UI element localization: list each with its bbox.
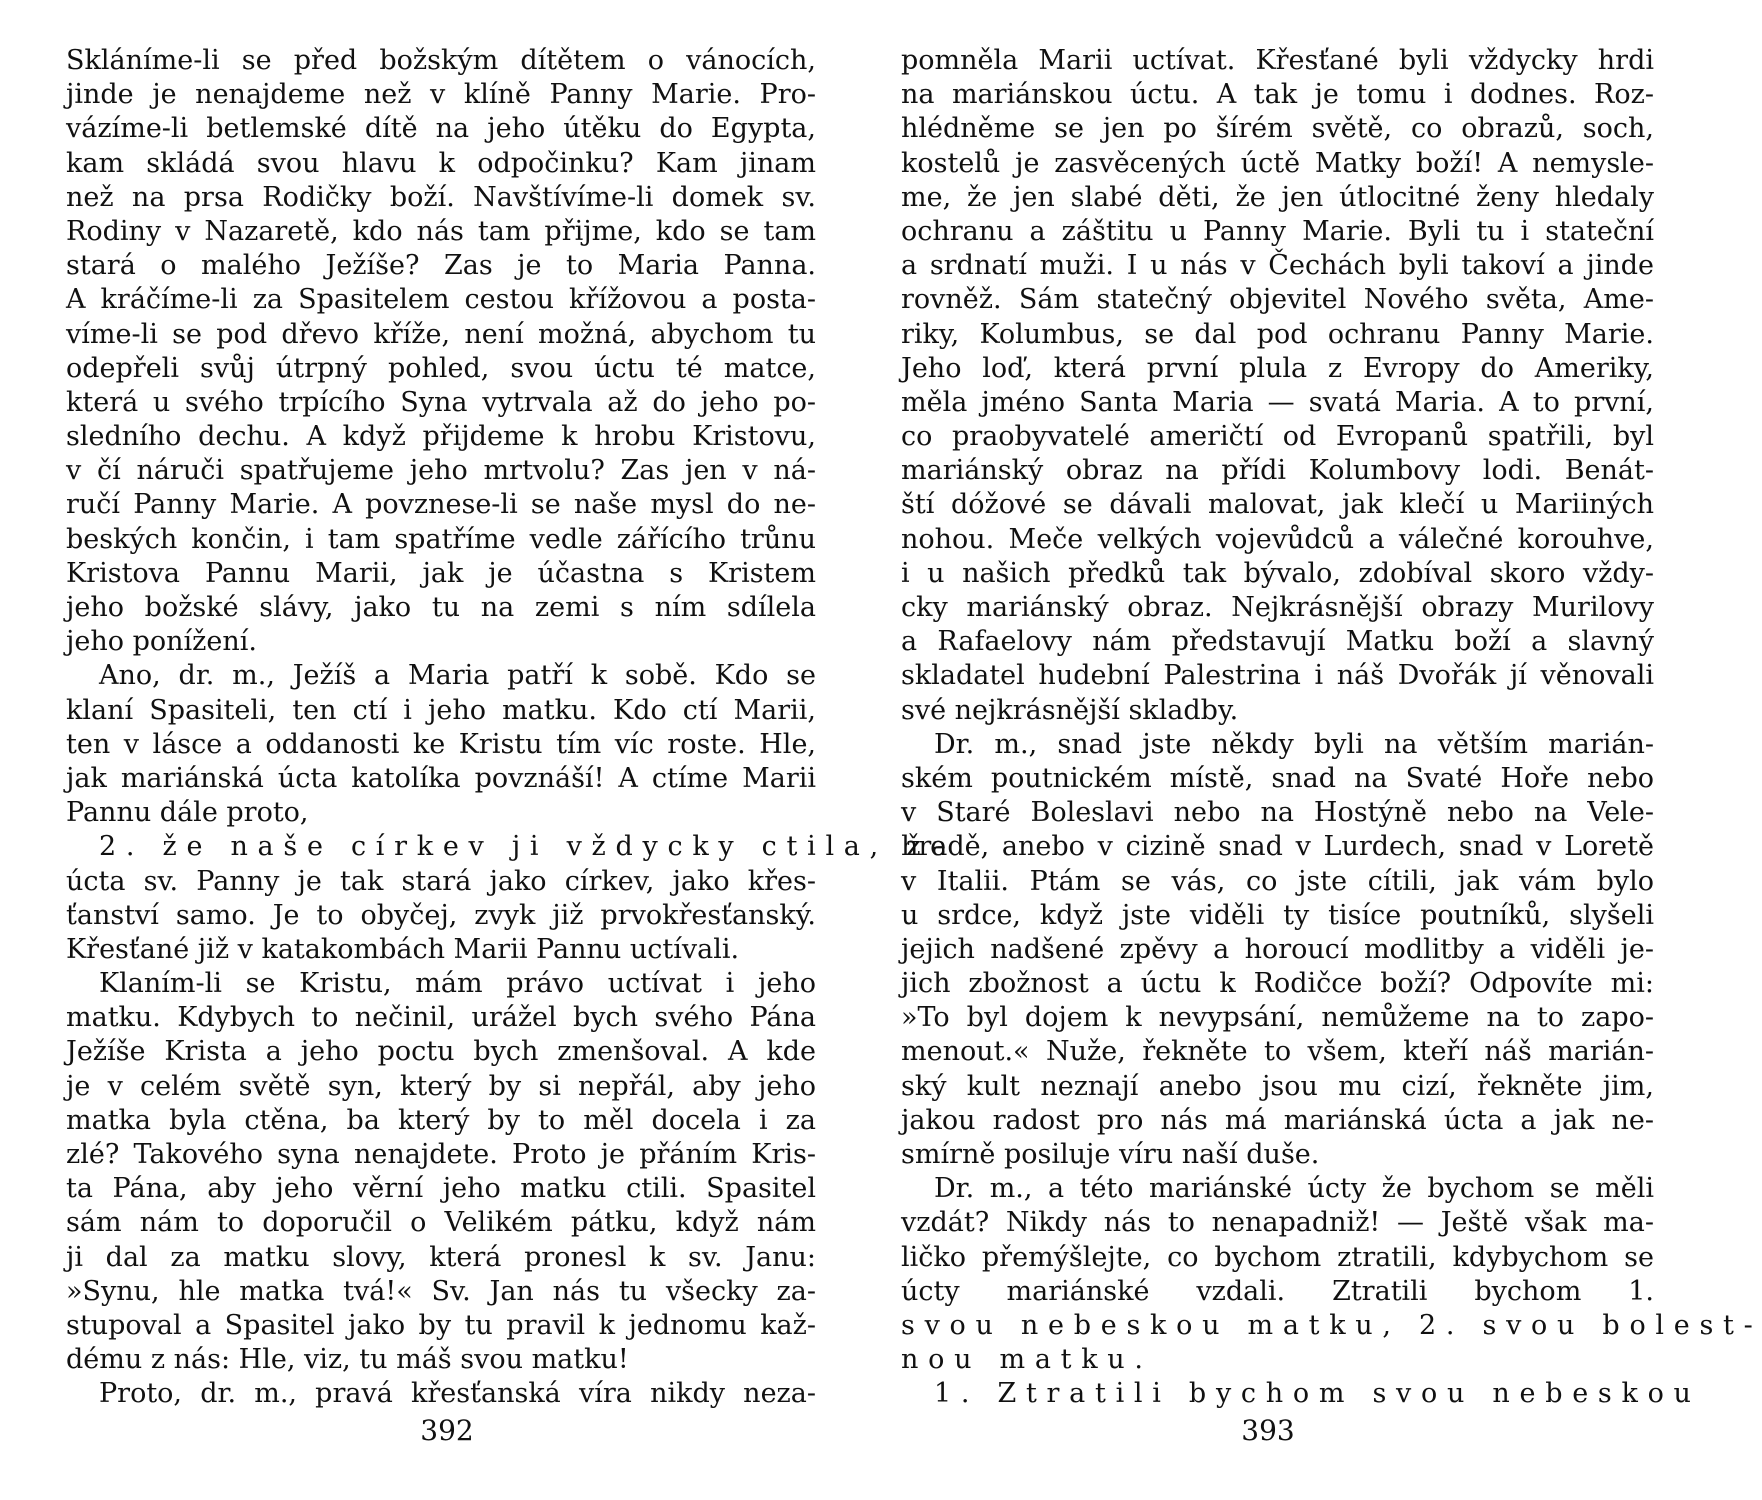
text-line: vzdát? Nikdy nás to nenapadniž! — Ještě však ma- <box>901 1207 1654 1239</box>
text-line: jakou radost pro nás má mariánská úcta a jak ne- <box>901 1104 1654 1136</box>
text-line: Skláníme-li se před božským dítětem o vánocích, <box>66 45 816 76</box>
left-page-text <box>66 44 956 1412</box>
text-line: své nejkrásnější skladby. <box>901 694 1239 726</box>
text-line: svou nebeskou matku, 2. svou bolest- <box>901 1309 1762 1341</box>
text-line: i u našich předků tak bývalo, zdobíval skoro vždy- <box>901 557 1654 589</box>
text-line: riky, Kolumbus, se dal pod ochranu Panny Marie. <box>901 318 1654 350</box>
text-line: měla jméno Santa Maria — svatá Maria. A to první, <box>901 386 1654 418</box>
text-line: úcta sv. Panny je tak stará jako církev, jako křes- <box>66 865 816 897</box>
text-line: zlé? Takového syna nenajdete. Proto je přáním Kris- <box>66 1139 816 1170</box>
text-line: cky mariánský obraz. Nejkrásnější obrazy Murilovy <box>901 592 1654 623</box>
text-line: jeho božské slávy, jako tu na zemi s ním sdílela <box>66 592 816 623</box>
text-line: ten v lásce a oddanosti ke Kristu tím víc roste. Hle, <box>66 728 816 760</box>
text-line: sám nám to doporučil o Velikém pátku, když nám <box>66 1207 816 1239</box>
text-line: vázíme-li betlemské dítě na jeho útěku do Egypta, <box>66 113 816 145</box>
text-line: dému z nás: Hle, viz, tu máš svou matku! <box>66 1344 629 1376</box>
right-page-text <box>901 44 1762 1412</box>
text-line: ťanství samo. Je to obyčej, zvyk již prvokřesťanský. <box>66 899 816 931</box>
text-line: hlédněme se jen po šírém světě, co obrazů, soch, <box>901 113 1654 145</box>
text-line: 1. Ztratili bychom svou nebeskou <box>934 1378 1701 1410</box>
text-line: co praobyvatelé američtí od Evropanů spatřili, byl <box>901 421 1654 453</box>
text-line: beských končin, i tam spatříme vedle zářícího trůnu <box>66 523 816 555</box>
text-line: ručí Panny Marie. A povznese-li se naše mysl do ne- <box>66 489 816 521</box>
page-number-right: 393 <box>1241 1414 1295 1447</box>
text-line: na mariánskou úctu. A tak je tomu i dodnes. Roz- <box>901 79 1654 111</box>
text-line: ochranu a záštitu u Panny Marie. Byli tu i stateční <box>901 215 1654 247</box>
text-line: odepřeli svůj útrpný pohled, svou úctu té matce, <box>66 352 816 384</box>
right-page <box>859 0 1762 1500</box>
text-line: Křesťané již v katakombách Marii Pannu uctívali. <box>66 933 740 965</box>
text-line: Pannu dále proto, <box>66 797 309 829</box>
text-line: »To byl dojem k nevypsání, nemůžeme na to zapo- <box>901 1002 1654 1034</box>
text-line: Dr. m., a této mariánské úcty že bychom se měli <box>934 1173 1654 1205</box>
text-line: jinde je nenajdeme než v klíně Panny Marie. Pro- <box>66 79 816 111</box>
text-line: než na prsa Rodičky boží. Navštívíme-li domek sv. <box>66 181 816 213</box>
text-line: klaní Spasiteli, ten ctí i jeho matku. Kdo ctí Marii, <box>66 694 816 726</box>
text-line: nohou. Meče velkých vojevůdců a válečné korouhve, <box>901 523 1654 555</box>
text-line: Rodiny v Nazaretě, kdo nás tam přijme, kdo se tam <box>66 215 816 247</box>
text-line: v Italii. Ptám se vás, co jste cítili, jak vám bylo <box>901 865 1654 897</box>
text-line: A kráčíme-li za Spasitelem cestou křížovou a posta- <box>66 284 816 316</box>
text-line: ském poutnickém místě, snad na Svaté Hoře nebo <box>901 762 1654 794</box>
text-line: smírně posiluje víru naší duše. <box>901 1139 1320 1170</box>
text-line: 2. že naše církev ji vždycky ctila, že <box>99 831 956 863</box>
text-line: kam skládá svou hlavu k odpočinku? Kam jinam <box>66 147 816 179</box>
text-line: sledního dechu. A když přijdeme k hrobu Kristovu, <box>66 421 816 453</box>
text-line: ští dóžové se dávali malovat, jak klečí u Mariiných <box>901 489 1654 521</box>
text-line: kostelů je zasvěcených úctě Matky boží! A nemysle- <box>901 147 1654 179</box>
text-line: jich zbožnost a úctu k Rodičce boží? Odpovíte mi: <box>901 968 1654 1000</box>
text-line: úcty mariánské vzdali. Ztratili bychom 1. <box>901 1275 1654 1307</box>
text-line: v Staré Boleslavi nebo na Hostýně nebo na Vele- <box>901 797 1654 829</box>
text-line: v čí náruči spatřujeme jeho mrtvolu? Zas jen v ná- <box>66 455 816 487</box>
text-line: jeho ponížení. <box>66 626 257 658</box>
text-line: u srdce, když jste viděli ty tisíce poutníků, slyšeli <box>901 899 1654 931</box>
text-line: Ano, dr. m., Ježíš a Maria patří k sobě. Kdo se <box>99 660 816 692</box>
text-line: stupoval a Spasitel jako by tu pravil k jednomu kaž- <box>66 1309 816 1341</box>
text-line: Klaním-li se Kristu, mám právo uctívat i jeho <box>99 968 816 1000</box>
text-line: víme-li se pod dřevo kříže, není možná, abychom tu <box>66 318 816 350</box>
text-line: rovněž. Sám statečný objevitel Nového světa, Ame- <box>901 284 1654 316</box>
text-line: je v celém světě syn, který by si nepřál, aby jeho <box>66 1070 816 1102</box>
text-line: Kristova Pannu Marii, jak je účastna s Kristem <box>66 557 816 589</box>
text-line: nou matku. <box>901 1344 1153 1376</box>
text-line: a Rafaelovy nám představují Matku boží a slavný <box>901 626 1654 658</box>
text-line: me, že jen slabé děti, že jen útlocitné ženy hledaly <box>901 181 1654 213</box>
text-line: ličko přemýšlejte, co bychom ztratili, kdybychom se <box>901 1241 1654 1273</box>
text-line: jak mariánská úcta katolíka povznáší! A ctíme Marii <box>66 762 816 794</box>
text-line: pomněla Marii uctívat. Křesťané byli vždycky hrdi <box>901 45 1654 76</box>
text-line: Proto, dr. m., pravá křesťanská víra nikdy neza- <box>99 1378 816 1410</box>
text-line: matka byla ctěna, ba který by to měl docela i za <box>66 1104 816 1136</box>
text-line: a srdnatí muži. I u nás v Čechách byli takoví a jinde <box>901 250 1654 282</box>
text-line: Dr. m., snad jste někdy byli na větším marián- <box>934 728 1654 760</box>
text-line: Ježíše Krista a jeho poctu bych zmenšoval. A kde <box>66 1036 816 1068</box>
text-line: ský kult neznají anebo jsou mu cizí, řekněte jim, <box>901 1070 1654 1102</box>
text-line: jejich nadšené zpěvy a horoucí modlitby a viděli je- <box>901 933 1654 965</box>
text-line: »Synu, hle matka tvá!« Sv. Jan nás tu všecky za- <box>66 1275 816 1307</box>
text-line: hradě, anebo v cizině snad v Lurdech, snad v Loretě <box>901 831 1654 863</box>
text-line: mariánský obraz na přídi Kolumbovy lodi. Benát- <box>901 455 1654 487</box>
text-line: která u svého trpícího Syna vytrvala až do jeho po- <box>66 386 816 418</box>
text-line: matku. Kdybych to nečinil, urážel bych svého Pána <box>66 1002 816 1034</box>
text-line: ta Pána, aby jeho věrní jeho matku ctili. Spasitel <box>66 1173 816 1205</box>
text-line: ji dal za matku slovy, která pronesl k sv. Janu: <box>66 1241 816 1273</box>
text-line: skladatel hudební Palestrina i náš Dvořák jí věnovali <box>901 660 1654 692</box>
text-line: stará o malého Ježíše? Zas je to Maria Panna. <box>66 250 816 282</box>
text-line: menout.« Nuže, řekněte to všem, kteří náš marián- <box>901 1036 1654 1068</box>
text-line: Jeho loď, která první plula z Evropy do Ameriky, <box>901 352 1654 384</box>
page-number-left: 392 <box>420 1414 474 1447</box>
